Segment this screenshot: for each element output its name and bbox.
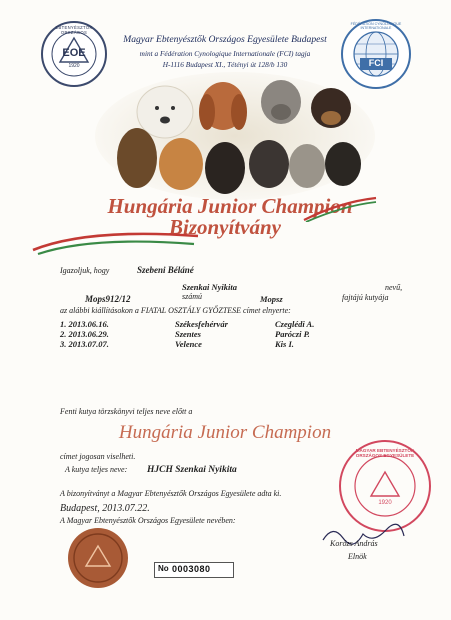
- tricolour-ribbon-left: [28, 222, 208, 256]
- on-behalf-text: A Magyar Ebtenyésztők Országos Egyesülete nevében:: [60, 516, 236, 525]
- dog-collage-image: [95, 72, 375, 200]
- owner-name: Szebeni Béláné: [137, 265, 194, 275]
- pedigree-text: Fenti kutya törzskönyvi teljes neve előtt a: [60, 407, 193, 416]
- entitled-text: címet jogosan viselheti.: [60, 452, 136, 461]
- date-place: Budapest, 2013.07.22.: [60, 503, 150, 514]
- org-name: Magyar Ebtenyésztők Országos Egyesülete Budapest: [123, 34, 327, 45]
- meoe-logo-year: 1920: [68, 63, 80, 69]
- org-address: H-1116 Budapest XI., Tétényi út 128/b 130: [162, 60, 288, 69]
- fci-logo-letters: FCI: [368, 58, 384, 68]
- show-date: 2. 2013.06.29.: [60, 329, 109, 339]
- number-label: számú: [182, 292, 203, 301]
- show-judge: Czeglédi A.: [275, 319, 315, 329]
- show-judge: Paróczi P.: [275, 329, 310, 339]
- issued-text: A bizonyítványt a Magyar Ebtenyésztők Országos Egyesülete adta ki.: [60, 489, 282, 498]
- meoe-logo-letters: EOE: [62, 47, 86, 59]
- certify-label: Igazoljuk, hogy: [60, 266, 110, 275]
- breed-label: fajtájú kutyája: [342, 293, 389, 302]
- registry-number: Mops912/12: [85, 294, 131, 304]
- shows-intro: az alábbi kiállításokon a FIATAL OSZTÁLY GYŐZTESE címet elnyerte:: [60, 306, 291, 315]
- signer-title: Elnök: [348, 552, 367, 561]
- certificate-title: Hungária Junior Champion: [107, 194, 353, 218]
- tricolour-ribbon-right: [300, 196, 380, 222]
- breed-name: Mopsz: [260, 294, 283, 304]
- wax-seal: [66, 526, 130, 590]
- shows-list: [60, 319, 400, 349]
- stamp-ring-text: MAGYAR EBTENYÉSZTŐK ORSZÁGOS EGYESÜLETE: [355, 448, 415, 458]
- serial-number: 0003080: [172, 564, 211, 574]
- show-judge: Kis I.: [275, 339, 294, 349]
- show-place: Székesfehérvár: [175, 319, 228, 329]
- dog-name: Szenkai Nyikita: [182, 282, 238, 292]
- show-row: [60, 339, 400, 349]
- signer-name: Korózs András: [330, 539, 378, 548]
- certificate-subtitle: Bizonyítvány: [168, 215, 281, 239]
- champion-title: Hungária Junior Champion: [118, 422, 332, 443]
- fci-member-line: mint a Fédération Cynologique Internationale (FCI) tagja: [139, 49, 311, 58]
- named-label: nevű,: [385, 283, 403, 292]
- serial-label: No: [158, 564, 169, 573]
- show-date: 3. 2013.07.07.: [60, 339, 109, 349]
- show-date: 1. 2013.06.16.: [60, 319, 109, 329]
- serial-number-box: [154, 562, 234, 578]
- fci-logo-ring-text: FÉDÉRATION CYNOLOGIQUE INTERNATIONALE: [350, 22, 402, 30]
- show-row: [60, 319, 400, 329]
- meoe-logo-ring-text: EBTENYÉSZTŐK ORSZÁGOS: [55, 25, 93, 35]
- show-place: Szentes: [175, 329, 201, 339]
- full-dog-name: HJCH Szenkai Nyikita: [147, 465, 237, 475]
- show-row: [60, 329, 400, 339]
- show-place: Velence: [175, 339, 202, 349]
- full-name-label: A kutya teljes neve:: [65, 465, 128, 474]
- stamp-year: 1920: [378, 500, 392, 506]
